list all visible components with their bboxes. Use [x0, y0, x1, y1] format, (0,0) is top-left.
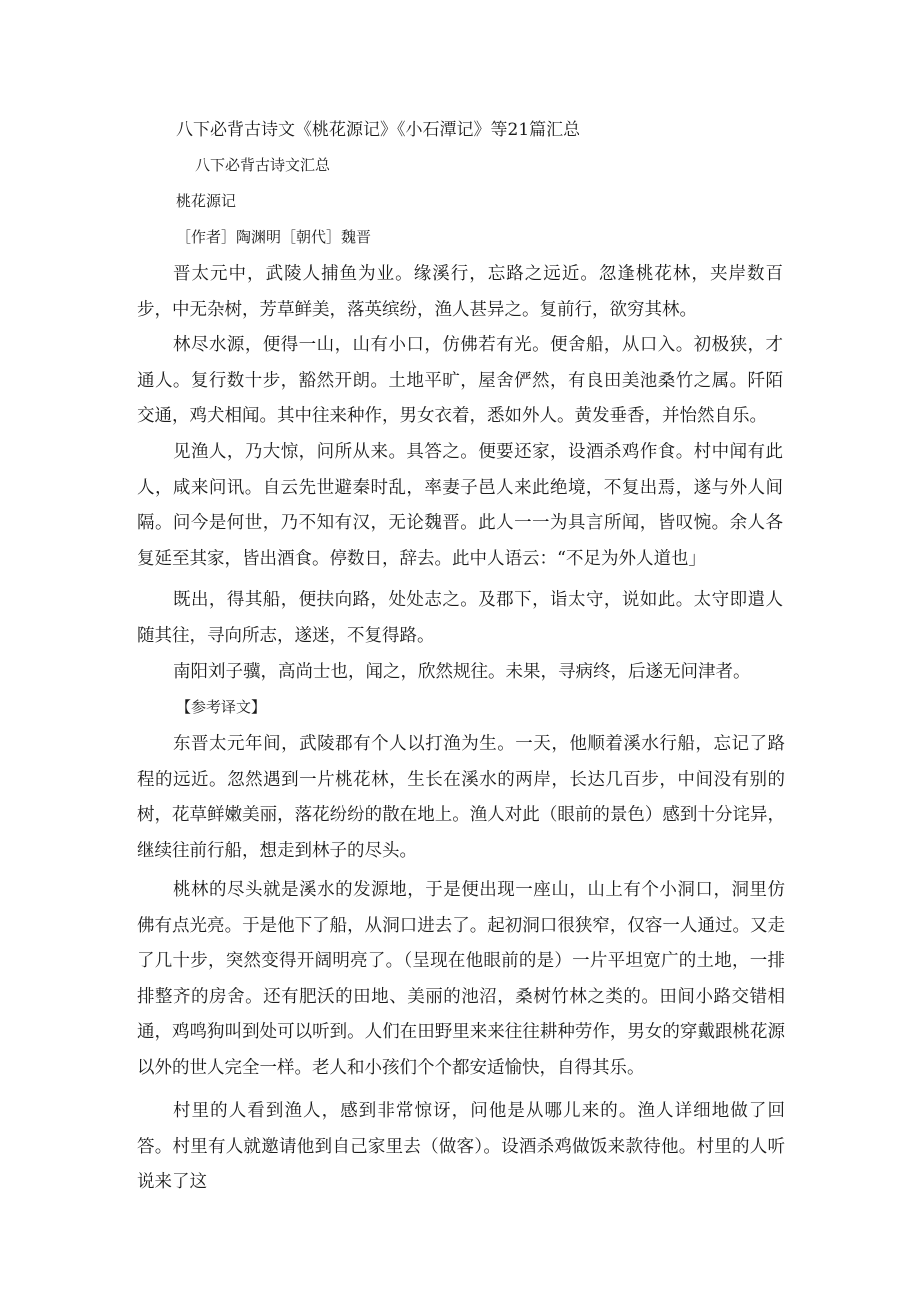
author-line: ［作者］陶渊明［朝代］魏晋	[176, 228, 372, 246]
document-subtitle: 八下必背古诗文汇总	[195, 156, 331, 174]
poem-title: 桃花源记	[176, 192, 237, 210]
reference-heading: 【参考译文】	[176, 698, 267, 716]
original-paragraph: 既出，得其船，便扶向路，处处志之。及郡下，诣太守，说如此。太守即遣人随其往，寻向所志，遂迷，不复得路。	[137, 590, 783, 646]
original-paragraph: 晋太元中，武陵人捕鱼为业。缘溪行，忘路之远近。忽逢桃花林，夹岸数百步，中无杂树，芳草鲜美，落英缤纷，渔人甚异之。复前行，欲穷其林。	[137, 264, 783, 320]
original-paragraph: 见渔人，乃大惊，问所从来。具答之。便要还家，设酒杀鸡作食。村中闻有此人，咸来问讯。自云先世避秦时乱，率妻子邑人来此绝境，不复出焉，遂与外人间隔。问今是何世，乃不知有汉，无论魏晋。此人一一为具言所闻，皆叹惋。余人各复延至其家，皆出酒食。停数日，辞去。此中人语云：“不足为外人道也」	[137, 442, 783, 569]
translation-paragraph: 桃林的尽头就是溪水的发源地，于是便出现一座山，山上有个小洞口，洞里仿佛有点光亮。于是他下了船，从洞口进去了。起初洞口很狭窄，仅容一人通过。又走了几十步，突然变得开阔明亮了。（呈现在他眼前的是）一片平坦宽广的土地，一排排整齐的房舍。还有肥沃的田地、美丽的池沼，桑树竹林之类的。田间小路交错相通，鸡鸣狗叫到处可以听到。人们在田野里来来往往耕种劳作，男女的穿戴跟桃花源以外的世人完全一样。老人和小孩们个个都安适愉快，自得其乐。	[137, 880, 785, 1078]
translation-paragraph: 东晋太元年间，武陵郡有个人以打渔为生。一天，他顺着溪水行船，忘记了路程的远近。忽然遇到一片桃花林，生长在溪水的两岸，长达几百步，中间没有别的树，花草鲜嫩美丽，落花纷纷的散在地上。渔人对此（眼前的景色）感到十分诧异，继续往前行船，想走到林子的尽头。	[137, 734, 785, 861]
original-paragraph: 南阳刘子骥，高尚士也，闻之，欣然规往。未果，寻病终，后遂无问津者。	[173, 662, 751, 682]
document-title: 八下必背古诗文《桃花源记》《小石潭记》等21篇汇总	[176, 120, 581, 140]
translation-paragraph: 村里的人看到渔人，感到非常惊讶，问他是从哪儿来的。渔人详细地做了回答。村里有人就邀请他到自己家里去（做客）。设酒杀鸡做饭来款待他。村里的人听说来了这	[137, 1101, 785, 1192]
original-paragraph: 林尽水源，便得一山，山有小口，仿佛若有光。便舍船，从口入。初极狭，才通人。复行数十步，豁然开朗。土地平旷，屋舍俨然，有良田美池桑竹之属。阡陌交通，鸡犬相闻。其中往来种作，男女衣着，悉如外人。黄发垂香，并怡然自乐。	[137, 335, 783, 426]
